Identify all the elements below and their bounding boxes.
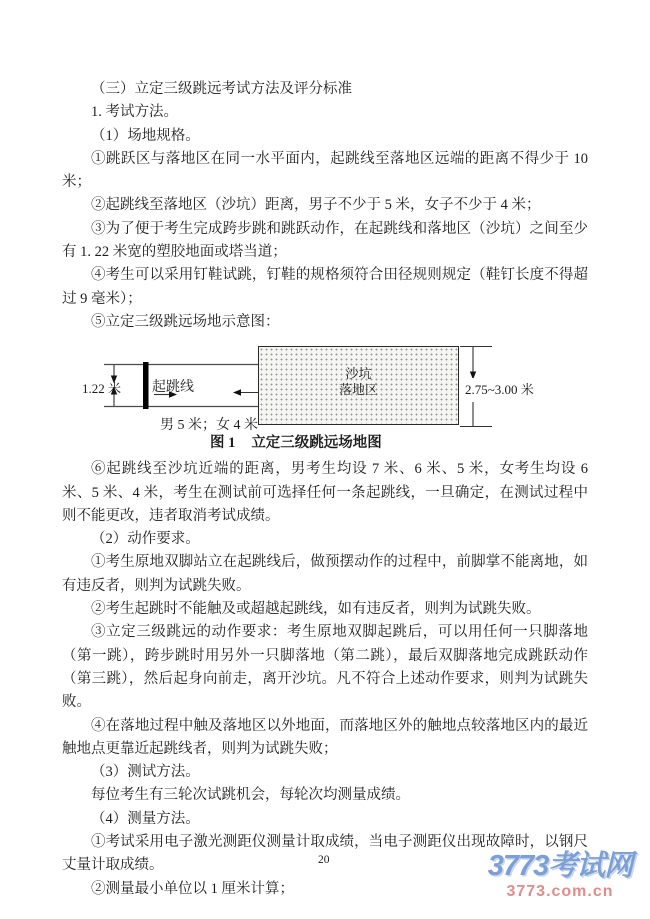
paragraph: ③立定三级跳远的动作要求：考生原地双脚起跳后，可以用任何一只脚落地（第一跳），跨步跳时用另外一只脚落地（第二跳），最后双脚落地完成跳跃动作（第三跳），然后起身向前走，离开沙坑。凡不符合上述动作要求，则判为试跳失败。 bbox=[62, 624, 588, 711]
figure-number: 图 1 bbox=[210, 435, 236, 452]
paragraph: （3）测试方法。 bbox=[91, 764, 200, 781]
paragraph: ②测量最小单位以 1 厘米计算； bbox=[91, 880, 294, 897]
paragraph: 每位考生有三轮次试跳机会，每轮次均测量成绩。 bbox=[91, 787, 410, 804]
paragraph: ③为了便于考生完成跨步跳和跳跃动作，在起跳线和落地区（沙坑）之间至少有 1. 22 米宽的塑胶地面或塔当道； bbox=[62, 220, 588, 261]
figure-title: 立定三级跳远场地图 bbox=[251, 435, 382, 452]
pit-role-label: 落地区 bbox=[338, 381, 378, 397]
takeoff-line-bar bbox=[143, 362, 149, 409]
section-heading: （三）立定三级跳远考试方法及评分标准 bbox=[91, 81, 352, 97]
takeoff-distance-label: 男 5 米；女 4 米 bbox=[160, 418, 258, 434]
watermark-logo bbox=[476, 849, 644, 901]
pit-width-label: 2.75~3.00 米 bbox=[464, 378, 535, 401]
paragraph: ①跳跃区与落地区在同一水平面内，起跳线至落地区远端的距离不得少于 10 米； bbox=[62, 150, 588, 191]
paragraph: （1）场地规格。 bbox=[91, 127, 200, 144]
takeoff-line-label: 起跳线 bbox=[152, 380, 194, 396]
pit-name-label: 沙坑 bbox=[345, 366, 372, 382]
sand-pit-label bbox=[259, 366, 458, 397]
sand-pit-area bbox=[258, 346, 459, 425]
paragraph: ④考生可以采用钉鞋试跳，钉鞋的规格须符合田径规则规定（鞋钉长度不得超过 9 毫米）； bbox=[62, 267, 588, 307]
paragraph: ①考生原地双脚站立在起跳线后，做预摆动作的过程中，前脚掌不能离地，如有违反者，则判为试跳失败。 bbox=[62, 554, 588, 594]
paragraph: ⑥起跳线至沙坑近端的距离，男考生均设 7 米、6 米、5 米，女考生均设 6 米、5 米、4 米，考生在测试前可选择任何一条起跳线，一旦确定，在测试过程中则不能更改，违者取消考试成绩。 bbox=[62, 461, 588, 524]
watermark-site-url: 3773.com.cn bbox=[506, 883, 614, 900]
document-body bbox=[62, 78, 588, 901]
paragraph: ②考生起跳时不能触及或超越起跳线，如有违反者，则判为试跳失败。 bbox=[91, 601, 541, 618]
runway-width-label: 1.22 米 bbox=[82, 381, 122, 397]
paragraph: ④在落地过程中触及落地区以外地面，而落地区外的触地点较落地区内的最近触地点更靠近起跳线者，则判为试跳失败； bbox=[62, 717, 588, 757]
watermark-site-name: 3773考试网 bbox=[487, 850, 633, 882]
page-number: 20 bbox=[318, 854, 330, 866]
paragraph: ①考试采用电子激光测距仪测量计取成绩，当电子测距仪出现故障时，以钢尺丈量计取成绩。 bbox=[62, 834, 588, 874]
paragraph: 1. 考试方法。 bbox=[91, 104, 178, 121]
field-diagram bbox=[62, 337, 588, 455]
figure-caption bbox=[210, 432, 382, 455]
paragraph: （4）测量方法。 bbox=[91, 810, 200, 827]
paragraph: （2）动作要求。 bbox=[91, 531, 200, 548]
paragraph: ②起跳线至落地区（沙坑）距离，男子不少于 5 米，女子不少于 4 米； bbox=[91, 197, 541, 214]
paragraph: ⑤立定三级跳远场地示意图： bbox=[91, 313, 280, 330]
